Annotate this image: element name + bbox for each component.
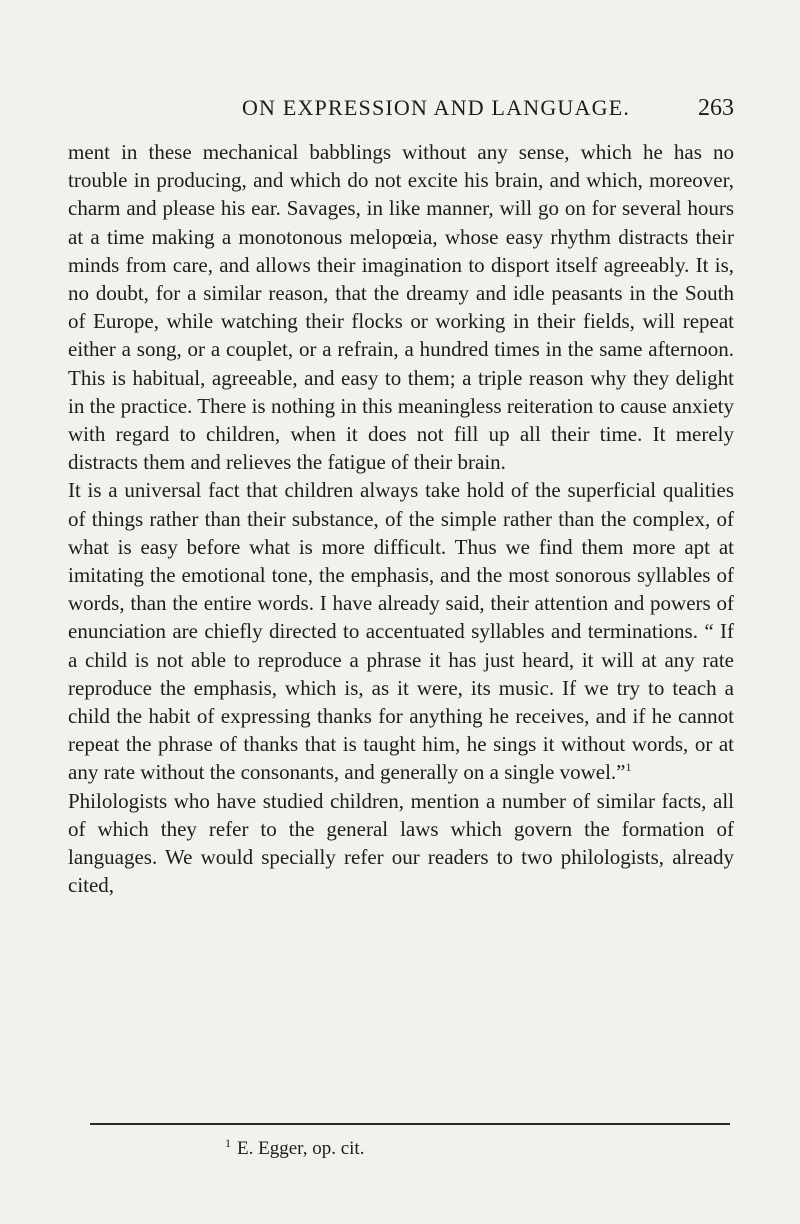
body-text <box>68 138 734 899</box>
paragraph-1: ment in these mechanical babblings without any sense, which he has no trouble in producing, and which do not excite his brain, and which, moreover, charm and please his ear. Savages, in like manner, will go on for several hours at a time making a monotonous melopœia, whose easy rhythm distracts their minds from care, and allows their imagination to disport itself agreeably. It is, no doubt, for a similar reason, that the dreamy and idle peasants in the South of Europe, while watching their flocks or working in their fields, will repeat either a song, or a couplet, or a refrain, a hundred times in the same afternoon. This is habitual, agreeable, and easy to them; a triple reason why they delight in the practice. There is nothing in this meaningless reiteration to cause anxiety with regard to children, when it does not fill up all their time. It merely distracts them and relieves the fatigue of their brain. <box>68 140 734 475</box>
book-page <box>68 88 734 899</box>
page-number: 263 <box>698 95 734 121</box>
paragraph-2-text: It is a universal fact that children always take hold of the superficial qualities of things rather than their substance, of the simple rather than the complex, of what is easy before what is more difficult. Thus we find them more apt at imitating the emotional tone, the emphasis, and the most sonorous syllables of words, than the entire words. I have already said, their attention and powers of enunciation are chiefly directed to accentuated syllables and terminations. “ If a child is not able to reproduce a phrase it has just heard, it will at any rate reproduce the emphasis, which is, as it were, its music. If we try to teach a child the habit of expressing thanks for anything he receives, and if he cannot repeat the phrase of thanks that is taught him, he sings it without words, or at any rate without the consonants, and generally on a single vowel.” <box>68 478 734 785</box>
footnote-marker: 1 <box>225 1135 231 1150</box>
footnote <box>225 1137 364 1161</box>
paragraph-3: Philologists who have studied children, mention a number of similar facts, all of which they refer to the general laws which govern the formation of languages. We would specially refer our readers to two philologists, already cited, <box>68 788 734 898</box>
footnote-reference: 1 <box>625 760 632 775</box>
footnote-text: E. Egger, op. cit. <box>237 1138 365 1159</box>
running-title: ON EXPRESSION AND LANGUAGE. <box>241 95 631 120</box>
paragraph-2 <box>68 476 734 786</box>
running-head <box>68 88 734 128</box>
footnote-divider <box>90 1123 730 1125</box>
